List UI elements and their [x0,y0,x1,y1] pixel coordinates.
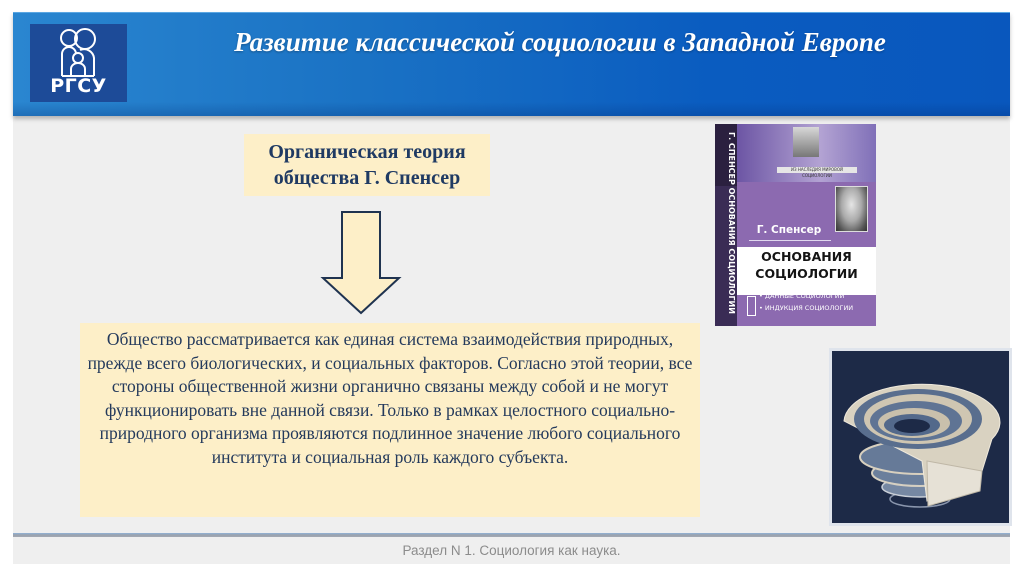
statue-image [793,127,819,157]
book-spine [715,124,737,326]
book-author: Г. Спенсер [756,224,822,236]
author-portrait [835,186,868,232]
publisher-logo-icon [747,296,756,316]
topic-box: Органическая теория общества Г. Спенсер [244,134,490,196]
book-bullets: • ДАННЫЕ СОЦИОЛОГИИ • ИНДУКЦИЯ СОЦИОЛОГИИ [759,292,854,312]
geological-spiral-image [829,348,1012,526]
book-spine-text: Г. СПЕНСЕР ОСНОВАНИЯ СОЦИОЛОГИИ [727,132,736,314]
footer-text: Раздел N 1. Социология как наука. [402,543,621,558]
slide-title: Развитие классической социологии в Западной Европе [234,27,886,57]
family-icon [58,28,102,78]
book-title: ОСНОВАНИЯ СОЦИОЛОГИИ [755,249,858,281]
logo-text: РГСУ [50,75,107,97]
footer-divider [13,533,1010,537]
spiral-illustration [832,351,1009,523]
rgsu-logo [30,24,127,102]
book-series-label: ИЗ НАСЛЕДИЯ МИРОВОЙ СОЦИОЛОГИИ [777,167,857,173]
description-box: Общество рассматривается как единая система взаимодействия природных, прежде всего биологических, и социальных факторов. Согласно этой теории, все стороны общественной жизни органично связаны между собой и не могут функционировать вне данной связи. Только в рамках целостного социально-природного организма проявляются подлинное значение любого социального института и социальная роль каждого субъекта. [80,323,700,517]
book-cover-image [715,124,876,326]
down-arrow-icon [320,209,404,317]
